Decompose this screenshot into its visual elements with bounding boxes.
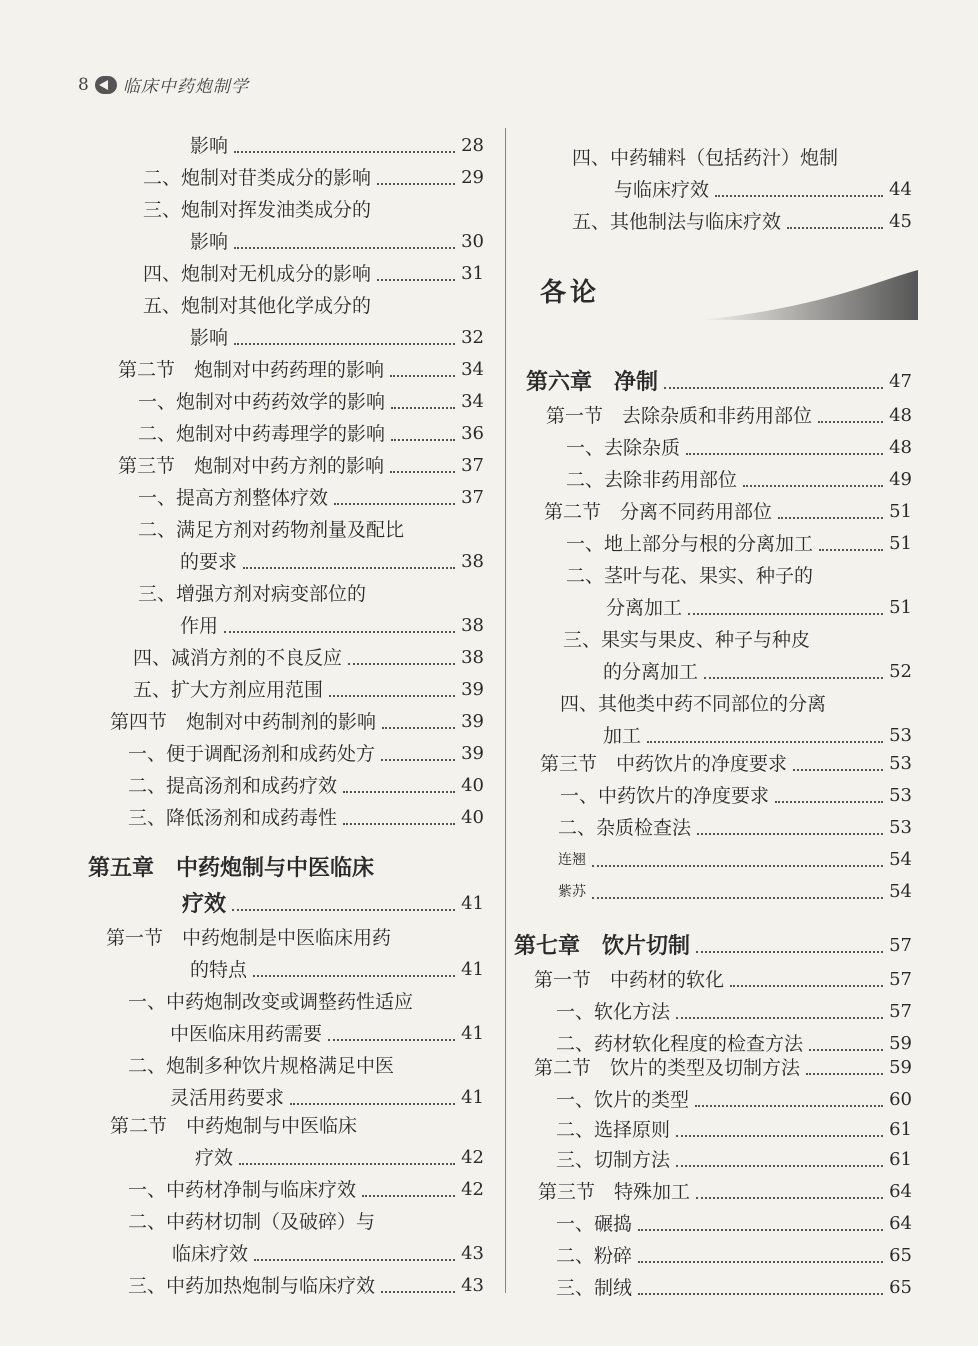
toc-page-number: 39 [461, 711, 484, 732]
toc-entry[interactable] [572, 204, 912, 234]
toc-entry-title: 影响 [190, 135, 229, 157]
toc-entry[interactable] [544, 494, 912, 524]
toc-page-number: 65 [889, 1277, 912, 1298]
toc-entry-title: 四、其他类中药不同部位的分离 [560, 693, 827, 715]
toc-dot-leader [676, 1017, 883, 1019]
toc-page-number: 38 [461, 615, 484, 636]
toc-entry[interactable] [556, 1142, 912, 1172]
toc-entry-title: 与临床疗效 [614, 179, 710, 201]
toc-page-number: 54 [889, 849, 912, 870]
toc-page-number: 37 [461, 487, 484, 508]
toc-entry-title: 二、选择原则 [556, 1119, 671, 1141]
toc-page-number: 48 [889, 405, 912, 426]
toc-dot-leader [775, 801, 883, 803]
toc-page-number: 37 [461, 455, 484, 476]
toc-page-number: 32 [461, 327, 484, 348]
toc-entry-title: 分离加工 [606, 597, 683, 619]
toc-dot-leader [688, 613, 883, 615]
toc-page-number: 34 [461, 391, 484, 412]
toc-entry[interactable] [534, 1050, 912, 1080]
toc-dot-leader [730, 985, 883, 987]
toc-entry-title: 第二节 分离不同药用部位 [544, 501, 773, 523]
toc-entry-title: 三、制绒 [556, 1277, 633, 1299]
book-title: 临床中药炮制学 [122, 77, 249, 97]
toc-entry-title: 第五章 中药炮制与中医临床 [88, 855, 375, 881]
toc-page-number: 64 [889, 1213, 912, 1234]
section-heading: 各论 [540, 278, 601, 308]
toc-page-number: 52 [889, 661, 912, 682]
toc-page-number: 54 [889, 881, 912, 902]
toc-entry[interactable] [563, 622, 912, 652]
toc-page-number: 42 [461, 1147, 484, 1168]
toc-page-number: 41 [461, 1087, 484, 1108]
toc-entry-title: 一、地上部分与根的分离加工 [566, 533, 814, 555]
toc-entry[interactable] [556, 1206, 912, 1236]
toc-dot-leader [787, 227, 883, 229]
toc-page-number: 43 [461, 1275, 484, 1296]
toc-entry-title: 的分离加工 [603, 661, 699, 683]
toc-entry[interactable] [614, 172, 912, 202]
toc-entry-title: 二、杂质检查法 [558, 817, 692, 839]
toc-page-number: 41 [461, 1023, 484, 1044]
toc-entry-title: 加工 [603, 725, 642, 747]
toc-entry-title: 疗效 [195, 1147, 234, 1169]
toc-entry-title: 影响 [190, 231, 229, 253]
toc-entry-title: 第一节 中药炮制是中医临床用药 [106, 927, 392, 949]
toc-page-number: 45 [889, 211, 912, 232]
toc-entry-title: 二、满足方剂对药物剂量及配比 [138, 519, 405, 541]
toc-entry-title: 三、增强方剂对病变部位的 [138, 583, 367, 605]
toc-page-number: 31 [461, 263, 484, 284]
toc-entry-title: 二、中药材切制（及破碎）与 [128, 1211, 376, 1233]
toc-entry[interactable] [556, 1270, 912, 1300]
toc-entry-title: 疗效 [182, 891, 227, 917]
toc-page-number: 57 [889, 1001, 912, 1022]
toc-page-number: 40 [461, 807, 484, 828]
toc-entry[interactable] [572, 140, 912, 170]
toc-chapter-entry[interactable] [526, 364, 912, 394]
toc-page-number: 47 [889, 371, 912, 392]
toc-page-number: 38 [461, 647, 484, 668]
toc-entry-title: 一、饮片的类型 [556, 1089, 690, 1111]
toc-entry-title: 连翘 [558, 852, 586, 868]
toc-dot-leader [638, 1293, 883, 1295]
toc-entry-title: 中医临床用药需要 [170, 1023, 323, 1045]
toc-page-number: 61 [889, 1149, 912, 1170]
toc-entry-title: 第三节 中药饮片的净度要求 [540, 753, 788, 775]
toc-entry[interactable] [556, 1238, 912, 1268]
toc-dot-leader [697, 833, 883, 835]
toc-entry-title: 一、中药炮制改变或调整药性适应 [128, 991, 414, 1013]
toc-entry[interactable] [560, 686, 912, 716]
toc-entry-title: 二、炮制对苷类成分的影响 [143, 167, 372, 189]
toc-entry-title: 第四节 炮制对中药制剂的影响 [110, 711, 377, 733]
toc-page-number: 44 [889, 179, 912, 200]
toc-page-number: 43 [461, 1243, 484, 1264]
toc-entry-title: 一、便于调配汤剂和成药处方 [128, 743, 376, 765]
toc-dot-leader [676, 1135, 883, 1137]
toc-page-number: 41 [461, 959, 484, 980]
toc-page-number: 28 [461, 135, 484, 156]
toc-page-number: 42 [461, 1179, 484, 1200]
toc-entry-title: 五、扩大方剂应用范围 [133, 679, 324, 701]
toc-dot-leader [686, 453, 883, 455]
toc-entry-title: 第二节 饮片的类型及切制方法 [534, 1057, 801, 1079]
toc-entry-title: 的要求 [180, 551, 238, 573]
toc-entry-title: 五、其他制法与临床疗效 [572, 211, 782, 233]
toc-page-number: 39 [461, 679, 484, 700]
toc-entry-title: 五、炮制对其他化学成分的 [143, 295, 372, 317]
toc-entry-title: 紫苏 [558, 884, 586, 900]
toc-page-number: 39 [461, 743, 484, 764]
toc-entry-title: 四、中药辅料（包括药汁）炮制 [572, 147, 839, 169]
toc-page-number: 36 [461, 423, 484, 444]
toc-entry[interactable] [538, 1174, 912, 1204]
toc-page-number: 59 [889, 1057, 912, 1078]
toc-entry-title: 三、果实与果皮、种子与种皮 [563, 629, 811, 651]
toc-entry-title: 一、软化方法 [556, 1001, 671, 1023]
toc-dot-leader [806, 1073, 883, 1075]
toc-page-number: 57 [889, 935, 912, 956]
toc-entry-title: 影响 [190, 327, 229, 349]
toc-entry[interactable] [566, 430, 912, 460]
toc-dot-leader [647, 741, 883, 743]
toc-entry[interactable] [556, 1082, 912, 1112]
toc-entry-title: 临床疗效 [172, 1243, 249, 1265]
toc-dot-leader [793, 769, 883, 771]
toc-entry[interactable] [534, 962, 912, 992]
toc-dot-leader [819, 549, 883, 551]
toc-dot-leader [818, 421, 883, 423]
toc-page-number: 34 [461, 359, 484, 380]
toc-entry-title: 灵活用药要求 [170, 1087, 285, 1109]
toc-entry-title: 三、中药加热炮制与临床疗效 [128, 1275, 376, 1297]
toc-entry-title: 一、炮制对中药药效学的影响 [138, 391, 386, 413]
toc-chapter-entry[interactable] [514, 928, 912, 958]
toc-entry-title: 第三节 炮制对中药方剂的影响 [118, 455, 385, 477]
toc-entry-title: 第一节 中药材的软化 [534, 969, 725, 991]
toc-entry-title: 一、去除杂质 [566, 437, 681, 459]
toc-entry-title: 四、炮制对无机成分的影响 [143, 263, 372, 285]
toc-entry-title: 二、茎叶与花、果实、种子的 [566, 565, 814, 587]
toc-entry-title: 三、炮制对挥发油类成分的 [143, 199, 372, 221]
toc-entry-title: 一、提高方剂整体疗效 [138, 487, 329, 509]
toc-page-number: 40 [461, 775, 484, 796]
toc-page-number: 41 [461, 893, 484, 914]
toc-entry[interactable] [558, 810, 912, 840]
toc-entry-title: 二、炮制多种饮片规格满足中医 [128, 1055, 395, 1077]
toc-entry[interactable] [566, 462, 912, 492]
toc-entry[interactable] [560, 778, 912, 808]
toc-entry-title: 第六章 净制 [526, 369, 659, 395]
toc-entry[interactable] [556, 994, 912, 1024]
toc-entry[interactable] [558, 874, 912, 904]
toc-dot-leader [715, 195, 883, 197]
toc-entry-title: 三、切制方法 [556, 1149, 671, 1171]
toc-entry-title: 第三节 特殊加工 [538, 1181, 691, 1203]
toc-entry-title: 二、炮制对中药毒理学的影响 [138, 423, 386, 445]
toc-entry-title: 一、中药材净制与临床疗效 [128, 1179, 357, 1201]
toc-dot-leader [778, 517, 883, 519]
toc-entry-title: 第二节 中药炮制与中医临床 [110, 1115, 358, 1137]
toc-dot-leader [592, 897, 883, 899]
toc-page-number: 48 [889, 437, 912, 458]
toc-entry-title: 一、中药饮片的净度要求 [560, 785, 770, 807]
toc-page-number: 53 [889, 785, 912, 806]
toc-entry-title: 三、降低汤剂和成药毒性 [128, 807, 338, 829]
toc-page-number: 51 [889, 597, 912, 618]
toc-entry-title: 二、药材软化程度的检查方法 [556, 1033, 804, 1055]
toc-page-number: 57 [889, 969, 912, 990]
toc-page-number: 60 [889, 1089, 912, 1110]
toc-dot-leader [676, 1165, 883, 1167]
toc-entry-title: 第二节 炮制对中药药理的影响 [118, 359, 385, 381]
toc-page-number: 65 [889, 1245, 912, 1266]
toc-page-number: 51 [889, 501, 912, 522]
toc-entry[interactable] [566, 558, 912, 588]
toc-entry[interactable] [603, 654, 912, 684]
toc-dot-leader [638, 1261, 883, 1263]
toc-page-number: 61 [889, 1119, 912, 1140]
toc-entry[interactable] [603, 718, 912, 748]
toc-page-number: 53 [889, 817, 912, 838]
toc-entry[interactable] [540, 746, 912, 776]
toc-dot-leader [696, 951, 883, 953]
toc-entry-title: 二、去除非药用部位 [566, 469, 738, 491]
toc-dot-leader [743, 485, 883, 487]
toc-page-number: 51 [889, 533, 912, 554]
toc-entry[interactable] [558, 842, 912, 872]
toc-dot-leader [592, 865, 883, 867]
toc-page-number: 30 [461, 231, 484, 252]
toc-entry[interactable] [566, 526, 912, 556]
toc-entry[interactable] [546, 398, 912, 428]
toc-page-number: 49 [889, 469, 912, 490]
toc-dot-leader [638, 1229, 883, 1231]
toc-entry-title: 第一节 去除杂质和非药用部位 [546, 405, 813, 427]
page-number: 8 [78, 74, 89, 95]
toc-entry-title: 二、提高汤剂和成药疗效 [128, 775, 338, 797]
toc-page-number: 64 [889, 1181, 912, 1202]
toc-page-number: 53 [889, 753, 912, 774]
toc-entry-title: 作用 [180, 615, 219, 637]
toc-entry[interactable] [606, 590, 912, 620]
toc-entry-title: 的特点 [190, 959, 248, 981]
toc-dot-leader [695, 1105, 883, 1107]
toc-entry-title: 四、减消方剂的不良反应 [133, 647, 343, 669]
toc-entry-title: 第七章 饮片切制 [514, 933, 691, 959]
toc-page-number: 38 [461, 551, 484, 572]
toc-page-number: 29 [461, 167, 484, 188]
toc-page-number: 59 [889, 1033, 912, 1054]
toc-dot-leader [704, 677, 883, 679]
toc-page-number: 53 [889, 725, 912, 746]
toc-entry-title: 二、粉碎 [556, 1245, 633, 1267]
toc-dot-leader [664, 387, 883, 389]
toc-entry[interactable] [556, 1112, 912, 1142]
toc-dot-leader [696, 1197, 883, 1199]
toc-entry-title: 一、碾捣 [556, 1213, 633, 1235]
